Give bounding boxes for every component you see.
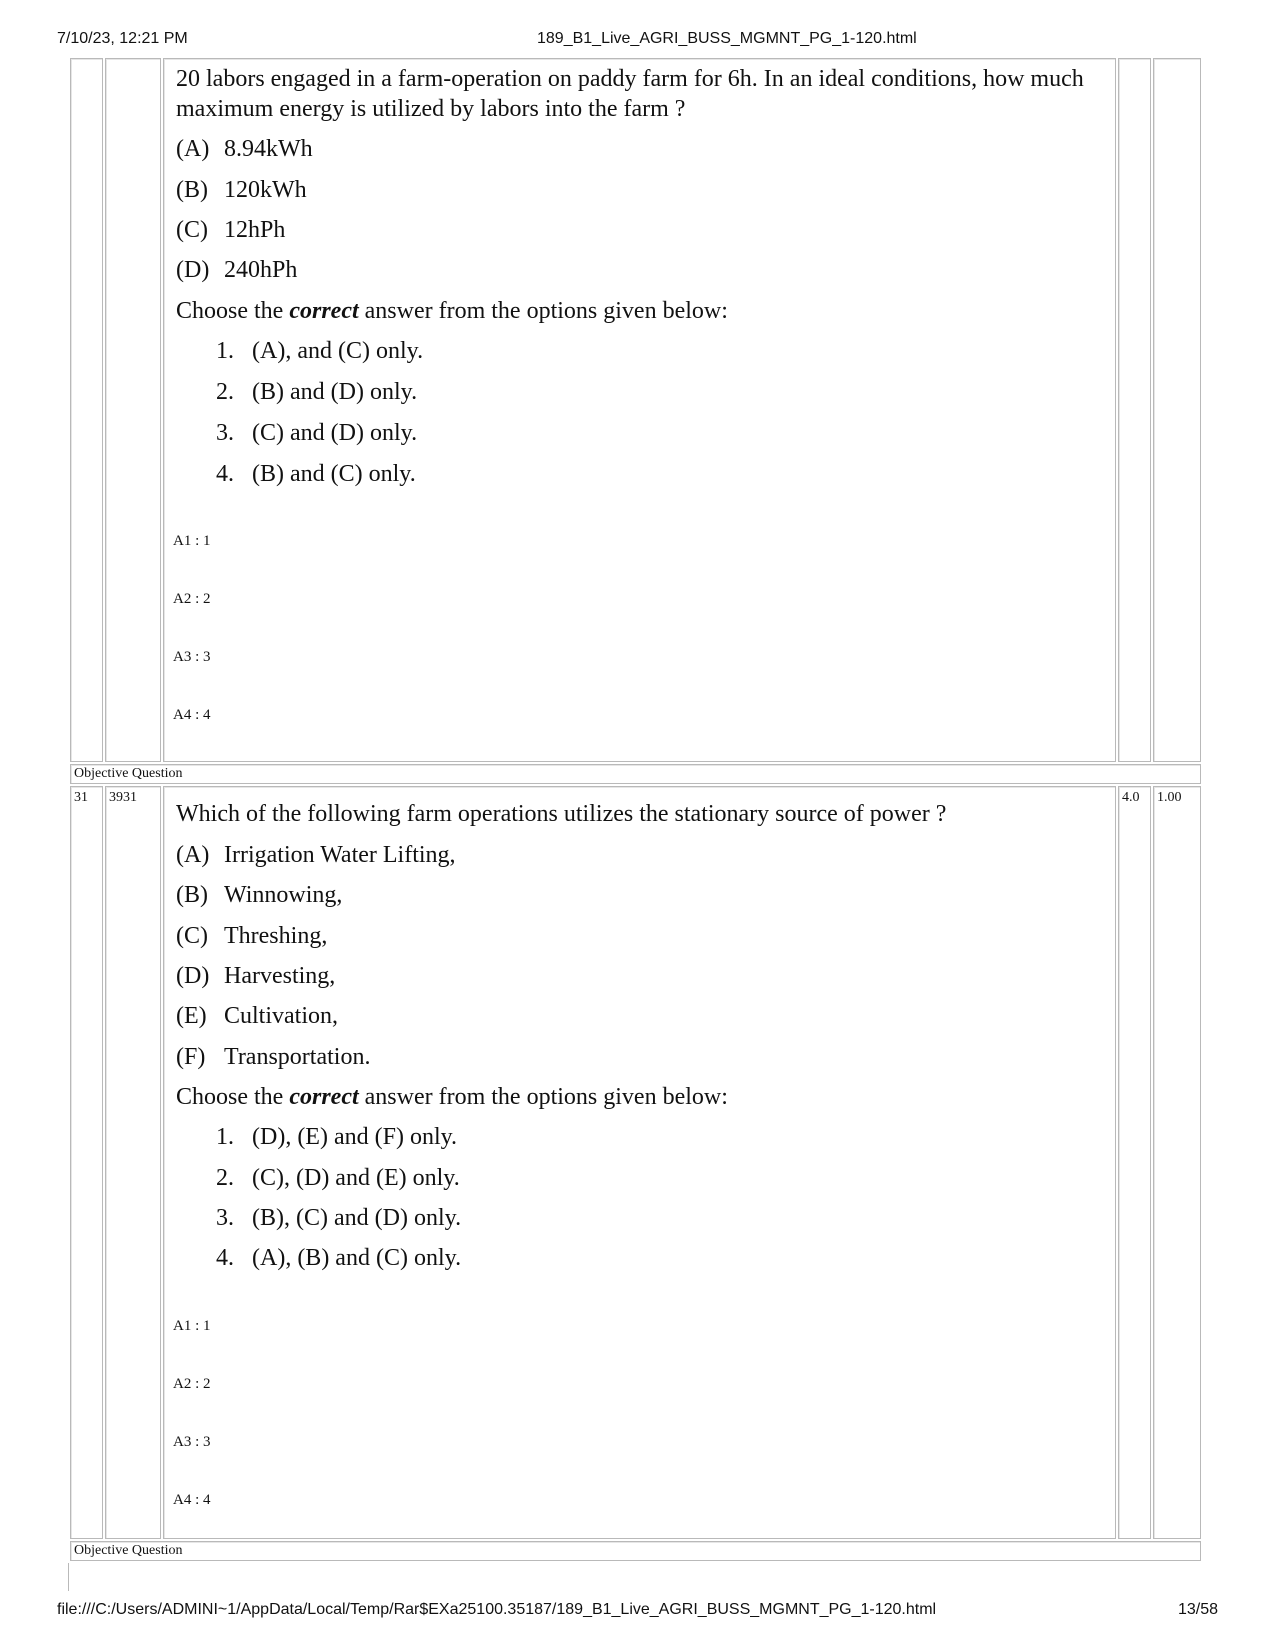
option-item: (A) 8.94kWh (176, 136, 313, 162)
option-item: (E) Cultivation, (176, 1003, 338, 1029)
answer-choice: 2. (B) and (D) only. (216, 379, 418, 405)
question-text: 20 labors engaged in a farm-operation on paddy farm for 6h. In an ideal conditions, how much maximum energy is utilized by labors into the farm ? (176, 66, 1084, 122)
print-filename: 189_B1_Live_AGRI_BUSS_MGMNT_PG_1-120.html (537, 30, 917, 47)
answer-choice: 3. (B), (C) and (D) only. (216, 1205, 462, 1231)
print-file-path: file:///C:/Users/ADMINI~1/AppData/Local/Temp/Rar$EXa25100.35187/189_B1_Live_AGRI_BUSS_MGMNT_PG_1-120.html (57, 1601, 937, 1618)
option-item: (B) Winnowing, (176, 882, 343, 908)
answer-choice: 4. (B) and (C) only. (216, 461, 416, 487)
answer-choice: 2. (C), (D) and (E) only. (216, 1165, 460, 1191)
answer-key: A4 : 4 (173, 1492, 211, 1508)
choose-instruction: Choose the correct answer from the options given below: (176, 1084, 728, 1110)
serial-cell: 31 (70, 786, 103, 1539)
answer-key: A3 : 3 (173, 649, 211, 665)
option-item: (D) Harvesting, (176, 963, 336, 989)
question-type-label: Objective Question (70, 1541, 1201, 1561)
answer-key: A1 : 1 (173, 533, 211, 549)
question-id-cell (105, 58, 161, 762)
option-item: (A) Irrigation Water Lifting, (176, 842, 456, 868)
print-page-number: 13/58 (1178, 1601, 1219, 1618)
marks-cell (1118, 58, 1151, 762)
answer-key: A3 : 3 (173, 1434, 211, 1450)
answer-key: A1 : 1 (173, 1318, 211, 1334)
answer-choice: 4. (A), (B) and (C) only. (216, 1245, 462, 1271)
answer-choice: 1. (D), (E) and (F) only. (216, 1124, 458, 1150)
answer-choice: 3. (C) and (D) only. (216, 420, 418, 446)
question-text: Which of the following farm operations utilizes the stationary source of power ? (176, 801, 947, 827)
table-border (68, 1563, 69, 1591)
choose-instruction: Choose the correct answer from the options given below: (176, 298, 728, 324)
answer-key: A2 : 2 (173, 1376, 211, 1392)
marks-cell: 4.0 (1118, 786, 1151, 1539)
negative-marks-cell (1153, 58, 1201, 762)
answer-key: A4 : 4 (173, 707, 211, 723)
question-id-cell: 3931 (105, 786, 161, 1539)
option-item: (C) Threshing, (176, 923, 328, 949)
serial-cell (70, 58, 103, 762)
negative-marks-cell: 1.00 (1153, 786, 1201, 1539)
question-type-label: Objective Question (70, 764, 1201, 784)
option-item: (B) 120kWh (176, 177, 307, 203)
answer-choice: 1. (A), and (C) only. (216, 338, 424, 364)
option-item: (C) 12hPh (176, 217, 286, 243)
answer-key: A2 : 2 (173, 591, 211, 607)
print-datetime: 7/10/23, 12:21 PM (57, 30, 188, 47)
option-item: (F) Transportation. (176, 1044, 371, 1070)
option-item: (D) 240hPh (176, 257, 298, 283)
